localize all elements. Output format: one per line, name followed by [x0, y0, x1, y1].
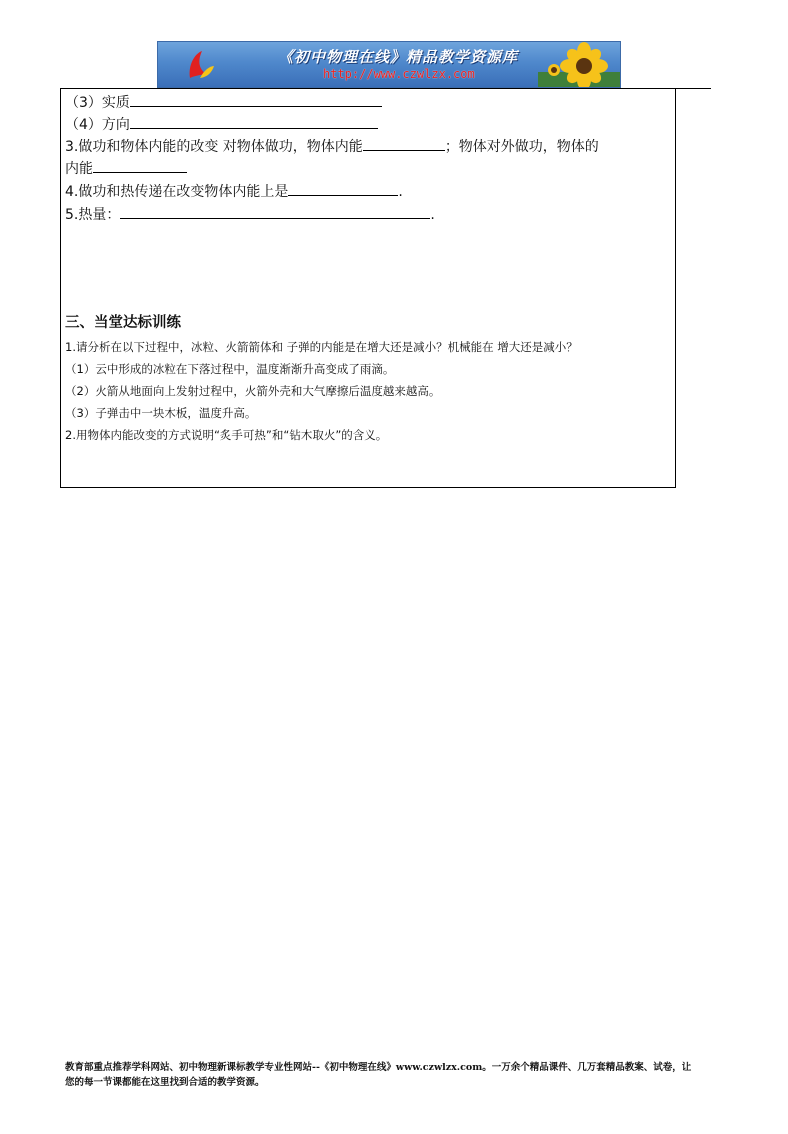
answer-blank[interactable]: [130, 113, 378, 129]
question-4-line: [65, 180, 403, 202]
footer-line-1: 教育部重点推荐学科网站、初中物理新课标教学专业性网站--《初中物理在线》www.czwlzx.com。一万余个精品课件、几万套精品教案、试卷，让: [65, 1062, 692, 1073]
question-3-mid: ；物体对外做功，物体的: [444, 139, 599, 155]
question-3-line: [65, 135, 599, 157]
answer-blank[interactable]: [93, 157, 187, 173]
footer-line-2: 您的每一节课都能在这里找到合适的教学资源。: [65, 1077, 265, 1088]
exercise-1: 1.请分析在以下过程中，冰粒、火箭箭体和 子弹的内能是在增大还是减小？机械能在 增大还是减小？: [65, 340, 578, 354]
site-logo-icon: [182, 48, 216, 82]
item-4-label: （4）方向: [65, 117, 130, 133]
exercise-1-c: （3）子弹击中一块木板，温度升高。: [65, 406, 257, 420]
exercise-2: 2.用物体内能改变的方式说明“炙手可热”和“钻木取火”的含义。: [65, 428, 388, 442]
sunflower-icon: [538, 42, 620, 87]
banner-title: 《初中物理在线》精品教学资源库: [278, 48, 519, 66]
exercise-1-a: （1）云中形成的冰粒在下落过程中，温度渐渐升高变成了雨滴。: [65, 362, 395, 376]
item-4-line: [65, 113, 378, 135]
section-heading: 三、当堂达标训练: [65, 315, 181, 331]
exercise-1-b: （2）火箭从地面向上发射过程中，火箭外壳和大气摩擦后温度越来越高。: [65, 384, 441, 398]
question-5-text: 5.热量：: [65, 207, 121, 223]
item-3-line: [65, 91, 382, 113]
banner-url[interactable]: http://www.czwlzx.com: [323, 67, 475, 81]
question-4-text: 4.做功和热传递在改变物体内能上是: [65, 184, 289, 200]
header-banner: [157, 41, 621, 88]
header-rule: [677, 88, 711, 89]
answer-blank[interactable]: [120, 203, 430, 219]
question-3-text: 3.做功和物体内能的改变 对物体做功，物体内能: [65, 139, 363, 155]
answer-blank[interactable]: [130, 91, 382, 107]
page-footer: [65, 1060, 720, 1090]
question-5-end: .: [430, 207, 435, 223]
question-5-line: [65, 203, 435, 225]
question-3-cont: 内能: [65, 161, 93, 177]
question-3-cont-line: [65, 157, 187, 179]
question-4-end: .: [398, 184, 403, 200]
answer-blank[interactable]: [363, 135, 445, 151]
answer-blank[interactable]: [288, 180, 398, 196]
item-3-label: （3）实质: [65, 95, 130, 111]
